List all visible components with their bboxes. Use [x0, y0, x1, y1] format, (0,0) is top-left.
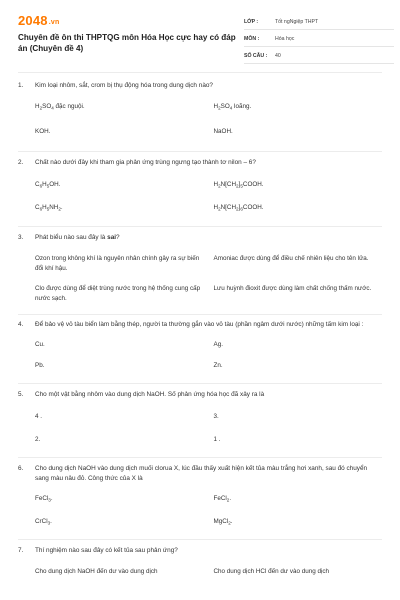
answer-b[interactable]: FeCl$_2$.: [213, 495, 232, 503]
answer-grid: [18, 567, 382, 577]
answer-b[interactable]: $H_2SO_4$ loãng.: [213, 103, 252, 111]
question-7: [18, 540, 382, 577]
answer-b[interactable]: Ag.: [213, 341, 223, 348]
answer-grid: [18, 494, 382, 527]
question-2: [18, 152, 382, 213]
answer-d[interactable]: MgCl$_2$.: [213, 518, 233, 526]
question-number: 1.: [18, 82, 24, 89]
answer-grid: [18, 180, 382, 213]
answer-grid: [18, 102, 382, 137]
answer-b[interactable]: Cho dung dịch HCl đến dư vào dung dịch: [213, 568, 330, 575]
meta-label: SỐ CÂU :: [244, 52, 268, 59]
answer-a[interactable]: Cho dung dịch NaOH đến dư vào dung dịch: [35, 568, 158, 575]
answer-c[interactable]: Clo được dùng để diệt trùng nước trong hệ thống cung cấp nước sạch.: [35, 285, 201, 302]
question-number: 7.: [18, 547, 24, 554]
question-3: [18, 227, 382, 304]
meta-label: MÔN :: [244, 35, 260, 42]
meta-box: [244, 14, 394, 65]
answer-c[interactable]: KOH.: [35, 128, 51, 135]
question-text-suffix: ?: [116, 234, 120, 241]
answer-b[interactable]: Amoniac được dùng để điều chế nhiên liệu cho tên lửa.: [213, 255, 369, 262]
answer-a[interactable]: $C_6H_5OH$.: [35, 181, 61, 189]
question-text: [18, 320, 382, 330]
question-number: 5.: [18, 391, 24, 398]
question-list: [18, 74, 382, 577]
answer-d[interactable]: Zn.: [213, 362, 223, 369]
meta-row-class: [244, 14, 394, 30]
answer-a[interactable]: Ozon trong không khí là nguyên nhân chính gây ra sự biến đổi khí hậu.: [35, 255, 200, 272]
question-emphasis: sai: [107, 234, 117, 241]
answer-d[interactable]: 1 .: [213, 436, 221, 443]
answer-grid: [18, 254, 382, 304]
question-text: [18, 464, 382, 484]
question-body: Chất nào dưới đây khi tham gia phản ứng trùng ngưng tạo thành tơ nilon – 6?: [35, 159, 256, 166]
question-text: [18, 81, 382, 91]
answer-d[interactable]: Lưu huỳnh đioxit được dùng làm chất chống thấm nước.: [213, 285, 372, 292]
meta-value: Tốt ngNgiệp THPT: [275, 18, 319, 25]
answer-c[interactable]: $C_6H_5NH_2$.: [35, 204, 63, 212]
document-header: [18, 0, 382, 73]
meta-value: Hóa học: [275, 35, 295, 42]
answer-d[interactable]: NaOH.: [213, 128, 233, 135]
answer-grid: [18, 412, 382, 445]
question-6: [18, 458, 382, 527]
logo-text: 2048: [18, 13, 48, 28]
meta-row-subject: [244, 31, 394, 47]
answer-c[interactable]: Pb.: [35, 362, 45, 369]
answer-d[interactable]: $H_2N[CH_2]_6COOH$.: [213, 204, 264, 212]
question-text: [18, 158, 382, 168]
meta-label: LỚP :: [244, 18, 259, 25]
question-number: 6.: [18, 465, 24, 472]
answer-b[interactable]: 3.: [213, 413, 219, 420]
question-body: Cho dung dịch NaOH vào dung dịch muối clorua X, lúc đầu thấy xuất hiện kết tủa màu trắng hơi xanh, sau đó chuyển sang màu nâu đỏ. Công thức của X là: [35, 465, 368, 482]
document-title: Chuyên đề ôn thi THPTQG môn Hóa Học cực hay có đáp án (Chuyên đề 4): [18, 33, 236, 53]
question-text: [18, 546, 382, 556]
question-1: [18, 74, 382, 137]
question-text: [18, 390, 382, 400]
question-number: 4.: [18, 321, 24, 328]
question-body: Để bảo vệ vỏ tàu biển làm bằng thép, người ta thường gắn vào vỏ tàu (phần ngâm dưới nước) những tấm kim loại :: [35, 321, 364, 328]
question-body: Thí nghiệm nào sau đây có kết tủa sau phản ứng?: [35, 547, 178, 554]
question-number: 3.: [18, 234, 24, 241]
question-4: [18, 315, 382, 371]
meta-row-count: [244, 48, 394, 64]
answer-a[interactable]: 4 .: [35, 413, 43, 420]
answer-a[interactable]: FeCl$_3$.: [35, 495, 53, 503]
meta-value: 40: [275, 52, 281, 59]
answer-grid: [18, 340, 382, 371]
answer-a[interactable]: Cu.: [35, 341, 45, 348]
answer-c[interactable]: 2.: [35, 436, 41, 443]
logo-suffix: .vn: [48, 19, 60, 26]
question-body: [35, 233, 382, 243]
answer-b[interactable]: $H_2N[CH_2]_5COOH$.: [213, 181, 264, 189]
answer-a[interactable]: $H_2SO_4$ đặc nguội.: [35, 103, 85, 111]
question-text-prefix: Phát biểu nào sau đây là: [35, 234, 108, 241]
site-logo[interactable]: [18, 13, 59, 28]
question-text: [18, 233, 382, 243]
question-body: Cho một vật bằng nhôm vào dung dịch NaOH. Số phản ứng hóa học đã xảy ra là: [35, 391, 265, 398]
question-number: 2.: [18, 159, 24, 166]
question-5: [18, 384, 382, 445]
question-body: Kim loại nhôm, sắt, crom bị thụ động hóa trong dung dịch nào?: [35, 82, 213, 89]
answer-c[interactable]: CrCl$_3$.: [35, 518, 52, 526]
